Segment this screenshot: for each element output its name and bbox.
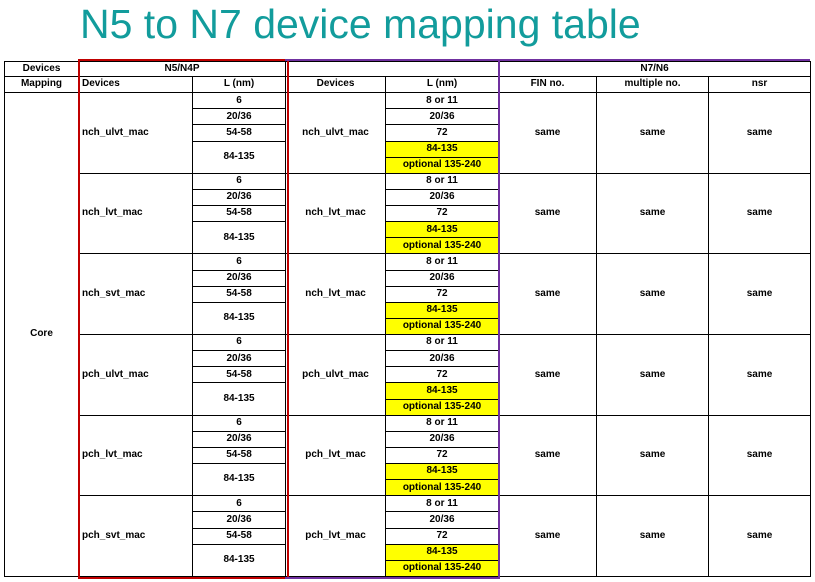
header-row-columns [5, 77, 811, 93]
n7-device: nch_lvt_mac [286, 173, 386, 254]
n7-length: 8 or 11 [386, 335, 499, 351]
multiple-no: same [597, 335, 709, 416]
n5-length: 84-135 [193, 141, 286, 173]
n5-length: 84-135 [193, 302, 286, 334]
n7-device: pch_lvt_mac [286, 496, 386, 577]
n5-length: 6 [193, 415, 286, 431]
header-devices: Devices [5, 62, 79, 77]
nsr: same [709, 254, 811, 335]
n7-length: 72 [386, 528, 499, 544]
n5-device: pch_ulvt_mac [79, 335, 193, 416]
n5-length: 20/36 [193, 512, 286, 528]
n5-length: 54-58 [193, 528, 286, 544]
table-top-rule [498, 59, 810, 61]
n7-length: 8 or 11 [386, 173, 499, 189]
category-core: Core [5, 93, 79, 577]
n5-length: 54-58 [193, 286, 286, 302]
header-multiple-no: multiple no. [597, 77, 709, 93]
n5-length: 84-135 [193, 222, 286, 254]
table-row [5, 173, 811, 189]
header-n7-devices: Devices [286, 77, 386, 93]
device-mapping-table [4, 61, 811, 577]
n7-device: pch_ulvt_mac [286, 335, 386, 416]
n7-length: optional 135-240 [386, 560, 499, 576]
header-nsr: nsr [709, 77, 811, 93]
n7-length: 8 or 11 [386, 254, 499, 270]
fin-no: same [499, 415, 597, 496]
nsr: same [709, 496, 811, 577]
page-title: N5 to N7 device mapping table [80, 1, 641, 47]
multiple-no: same [597, 254, 709, 335]
multiple-no: same [597, 496, 709, 577]
multiple-no: same [597, 415, 709, 496]
n5-length: 20/36 [193, 351, 286, 367]
n5-length: 20/36 [193, 189, 286, 205]
n7-length: 84-135 [386, 544, 499, 560]
fin-no: same [499, 254, 597, 335]
fin-no: same [499, 496, 597, 577]
n7-length: optional 135-240 [386, 318, 499, 334]
nsr: same [709, 415, 811, 496]
header-n5-devices: Devices [79, 77, 193, 93]
table-row [5, 335, 811, 351]
header-fin-no: FIN no. [499, 77, 597, 93]
n5-length: 54-58 [193, 206, 286, 222]
n7-length: 72 [386, 206, 499, 222]
table-row [5, 93, 811, 109]
n7-length: 84-135 [386, 141, 499, 157]
nsr: same [709, 93, 811, 174]
n5-device: nch_svt_mac [79, 254, 193, 335]
header-mapping: Mapping [5, 77, 79, 93]
n7-device: pch_lvt_mac [286, 415, 386, 496]
n7-length: 20/36 [386, 189, 499, 205]
n7-length: 20/36 [386, 431, 499, 447]
n7-length: 8 or 11 [386, 415, 499, 431]
n5-length: 84-135 [193, 464, 286, 496]
header-n5-group: N5/N4P [79, 62, 286, 77]
n7-length: 72 [386, 447, 499, 463]
n5-length: 54-58 [193, 447, 286, 463]
n5-device: nch_lvt_mac [79, 173, 193, 254]
n7-length: 84-135 [386, 222, 499, 238]
n5-device: nch_ulvt_mac [79, 93, 193, 174]
n7-length: optional 135-240 [386, 399, 499, 415]
n5-length: 84-135 [193, 383, 286, 415]
n5-length: 20/36 [193, 109, 286, 125]
n7-length: optional 135-240 [386, 480, 499, 496]
n7-length: 84-135 [386, 302, 499, 318]
nsr: same [709, 173, 811, 254]
n7-device: nch_lvt_mac [286, 254, 386, 335]
n7-length: 84-135 [386, 383, 499, 399]
n5-length: 84-135 [193, 544, 286, 576]
n5-length: 6 [193, 254, 286, 270]
table-row [5, 496, 811, 512]
n7-length: 20/36 [386, 351, 499, 367]
n5-length: 54-58 [193, 367, 286, 383]
n7-length: 84-135 [386, 464, 499, 480]
fin-no: same [499, 173, 597, 254]
n7-length: optional 135-240 [386, 238, 499, 254]
n7-length: 20/36 [386, 109, 499, 125]
header-n7-length: L (nm) [386, 77, 499, 93]
n5-device: pch_svt_mac [79, 496, 193, 577]
n7-length: 72 [386, 125, 499, 141]
header-n5-length: L (nm) [193, 77, 286, 93]
n7-length: 20/36 [386, 512, 499, 528]
n5-length: 6 [193, 335, 286, 351]
n7-length: optional 135-240 [386, 157, 499, 173]
n5-device: pch_lvt_mac [79, 415, 193, 496]
header-row-groups [5, 62, 811, 77]
table-row [5, 254, 811, 270]
header-blank [286, 62, 499, 77]
n5-length: 20/36 [193, 270, 286, 286]
multiple-no: same [597, 173, 709, 254]
header-n7-group: N7/N6 [499, 62, 811, 77]
fin-no: same [499, 335, 597, 416]
n7-length: 72 [386, 367, 499, 383]
n7-length: 8 or 11 [386, 93, 499, 109]
n7-length: 72 [386, 286, 499, 302]
n7-length: 8 or 11 [386, 496, 499, 512]
table-row [5, 415, 811, 431]
n5-length: 20/36 [193, 431, 286, 447]
fin-no: same [499, 93, 597, 174]
n5-length: 54-58 [193, 125, 286, 141]
n5-length: 6 [193, 173, 286, 189]
n5-length: 6 [193, 496, 286, 512]
n7-device: nch_ulvt_mac [286, 93, 386, 174]
nsr: same [709, 335, 811, 416]
multiple-no: same [597, 93, 709, 174]
n7-length: 20/36 [386, 270, 499, 286]
n5-length: 6 [193, 93, 286, 109]
